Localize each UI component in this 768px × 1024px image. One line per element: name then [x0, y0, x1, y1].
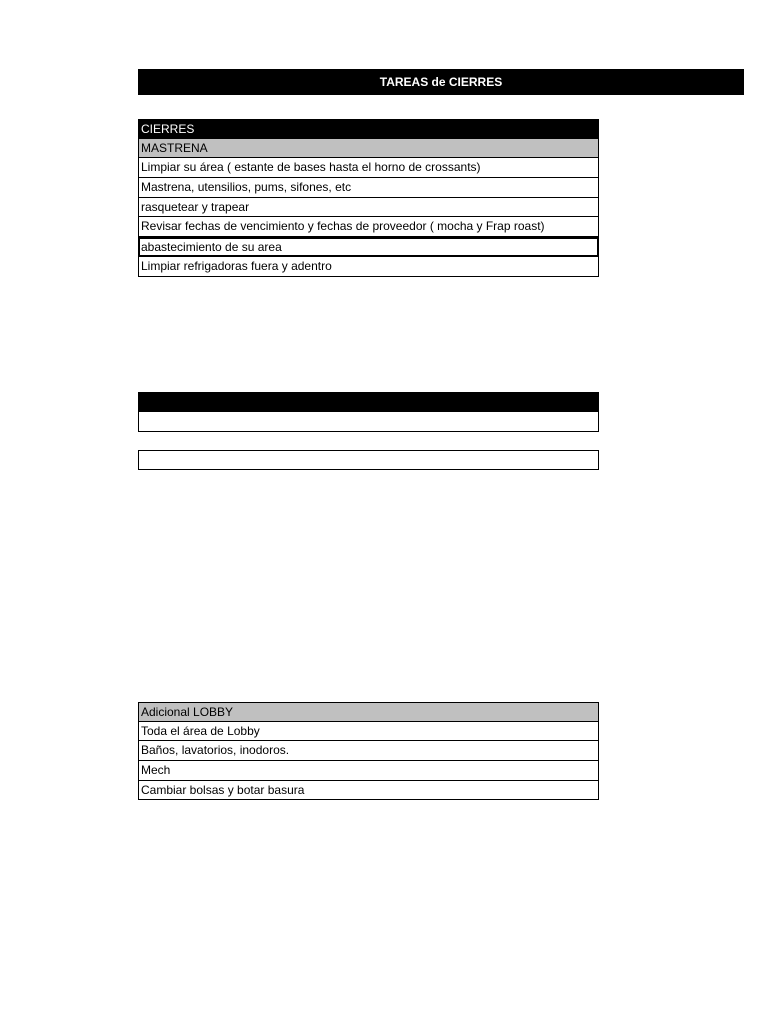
- empty-header-row: [138, 392, 599, 412]
- cierres-table: [138, 119, 599, 277]
- task-row: Cambiar bolsas y botar basura: [138, 781, 599, 801]
- task-row: Mech: [138, 761, 599, 781]
- task-row: Toda el área de Lobby: [138, 722, 599, 742]
- empty-row: [138, 412, 599, 432]
- cierres-header: CIERRES: [138, 119, 599, 139]
- empty-row: [138, 450, 599, 470]
- task-row: Limpiar su área ( estante de bases hasta el horno de crossants): [138, 158, 599, 178]
- empty-table: [138, 392, 599, 432]
- task-row: Limpiar refrigadoras fuera y adentro: [138, 257, 599, 277]
- task-row-selected[interactable]: abastecimiento de su area: [138, 237, 599, 257]
- lobby-header: Adicional LOBBY: [138, 702, 599, 722]
- page-title: TAREAS de CIERRES: [138, 69, 744, 95]
- task-row: Revisar fechas de vencimiento y fechas de proveedor ( mocha y Frap roast): [138, 217, 599, 237]
- lobby-table: [138, 702, 599, 800]
- task-row: rasquetear y trapear: [138, 198, 599, 218]
- mastrena-section-header: MASTRENA: [138, 139, 599, 159]
- task-row: Baños, lavatorios, inodoros.: [138, 741, 599, 761]
- task-row: Mastrena, utensilios, pums, sifones, etc: [138, 178, 599, 198]
- empty-table-2: [138, 450, 599, 470]
